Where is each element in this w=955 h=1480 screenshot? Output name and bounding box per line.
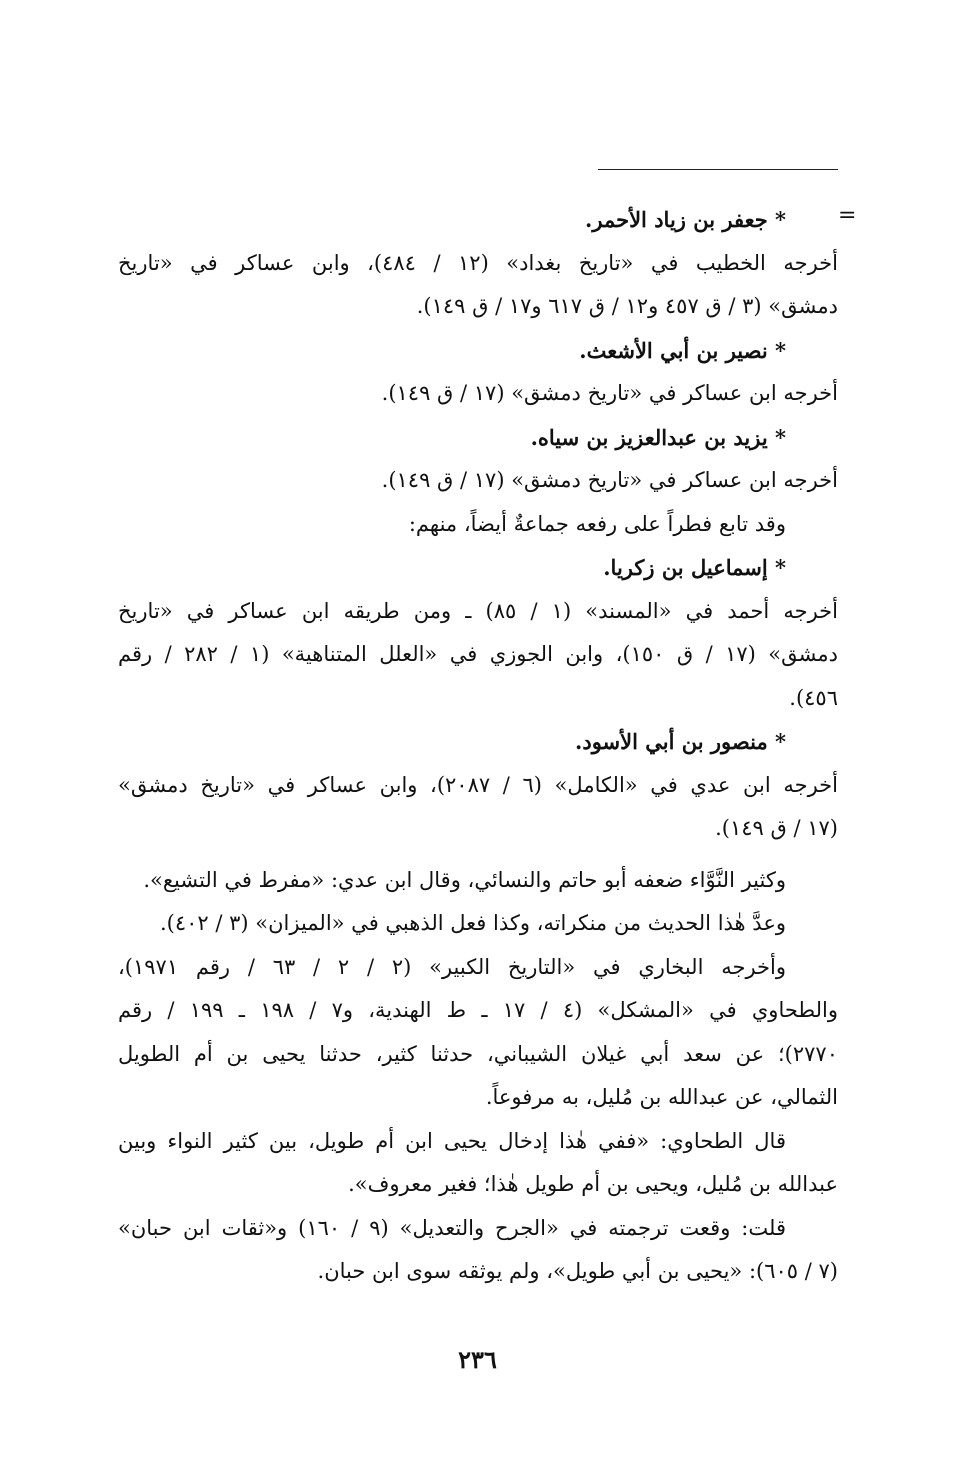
text-line: وقد تابع فطراً على رفعه جماعةٌ أيضاً، منهم:	[408, 511, 786, 536]
footnote-separator-rule	[598, 169, 838, 170]
text-line: عبدالله بن مُليل، ويحيى بن أم طويل هٰذا؛ فغير معروف».	[348, 1172, 838, 1196]
text-line: الثمالي، عن عبدالله بن مُليل، به مرفوعاً.	[485, 1085, 838, 1109]
continuation-mark: =	[838, 203, 857, 228]
text-line: وأخرجه البخاري في «التاريخ الكبير» (٢ / ٢ / ٦٣ / رقم ١٩٧١)،	[118, 954, 786, 979]
narrator-heading: * جعفر بن زياد الأحمر.	[585, 207, 786, 232]
text-line: قلت: وقعت ترجمته في «الجرح والتعديل» (٩ / ١٦٠) و«ثقات ابن حبان»	[118, 1215, 786, 1240]
text-line: أخرجه ابن عساكر في «تاريخ دمشق» (١٧ / ق ١٤٩).	[381, 468, 838, 492]
text-line: ٢٧٧٠)؛ عن سعد أبي غيلان الشيباني، حدثنا كثير، حدثنا يحيى بن أم الطويل	[118, 1041, 838, 1066]
text-line: (٧ / ٦٠٥): «يحيى بن أبي طويل»، ولم يوثقه سوى ابن حبان.	[317, 1259, 838, 1283]
text-line: دمشق» (٣ / ق ٤٥٧ و١٢ / ق ٦١٧ و١٧ / ق ١٤٩).	[416, 294, 838, 318]
narrator-heading: * نصير بن أبي الأشعث.	[579, 337, 786, 363]
text-line: أخرجه ابن عساكر في «تاريخ دمشق» (١٧ / ق ١٤٩).	[381, 381, 838, 405]
text-line: والطحاوي في «المشكل» (٤ / ١٧ ـ ط الهندية، و٧ / ١٩٨ ـ ١٩٩ / رقم	[118, 998, 838, 1022]
text-line: وعدَّ هٰذا الحديث من منكراته، وكذا فعل الذهبي في «الميزان» (٣ / ٤٠٢).	[159, 911, 786, 935]
text-line: أخرجه ابن عدي في «الكامل» (٦ / ٢٠٨٧)، وابن عساكر في «تاريخ دمشق»	[118, 772, 838, 797]
text-line: وكثير النَّوَّاء ضعفه أبو حاتم والنسائي، وقال ابن عدي: «مفرط في التشيع».	[143, 867, 786, 892]
narrator-heading: * إسماعيل بن زكريا.	[603, 555, 786, 580]
text-line: دمشق» (١٧ / ق ١٥٠)، وابن الجوزي في «العلل المتناهية» (١ / ٢٨٢ / رقم	[118, 642, 838, 666]
text-line: أخرجه أحمد في «المسند» (١ / ٨٥) ـ ومن طريقه ابن عساكر في «تاريخ	[118, 598, 838, 623]
paragraph-gap	[118, 851, 838, 859]
page-number: ٢٣٦	[458, 1345, 497, 1374]
text-line: أخرجه الخطيب في «تاريخ بغداد» (١٢ / ٤٨٤)، وابن عساكر في «تاريخ	[118, 250, 838, 275]
text-line: (١٧ / ق ١٤٩).	[715, 816, 838, 840]
narrator-heading: * منصور بن أبي الأسود.	[575, 729, 786, 754]
text-line: ٤٥٦).	[789, 685, 838, 710]
narrator-heading: * يزيد بن عبدالعزيز بن سياه.	[530, 424, 786, 450]
text-line: قال الطحاوي: «ففي هٰذا إدخال يحيى ابن أم طويل، بين كثير النواء وبين	[118, 1128, 786, 1153]
footnote-text-body	[118, 198, 838, 1294]
